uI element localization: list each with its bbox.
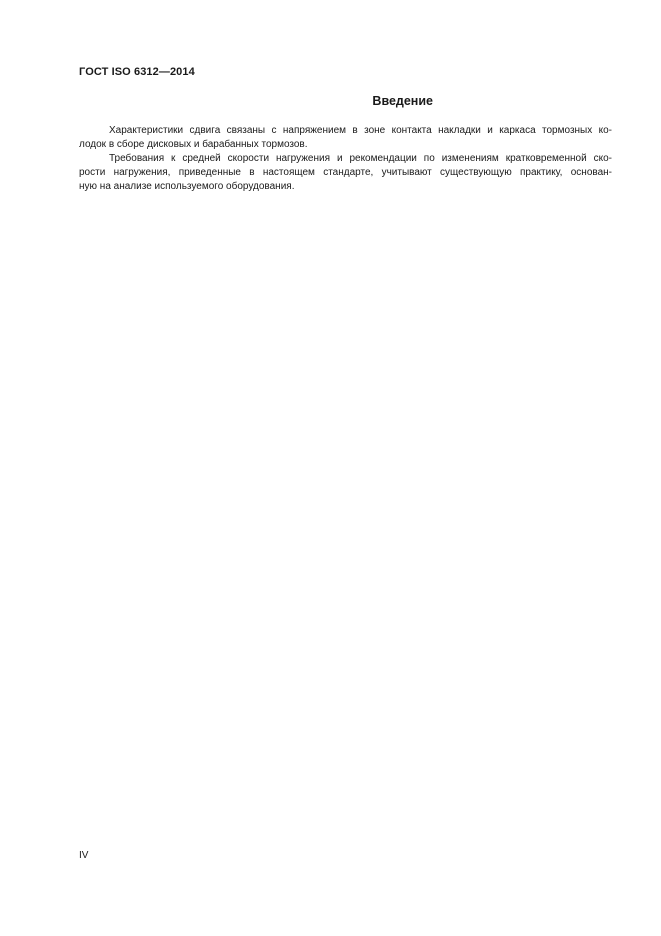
page-number: IV [79, 850, 89, 861]
paragraph-1-line-2: лодок в сборе дисковых и барабанных тормозов. [79, 139, 308, 150]
paragraph-2-line-1: Требования к средней скорости нагружения и рекомендации по изменениям кратковременной ско- [109, 153, 612, 164]
document-header-id: ГОСТ ISO 6312—2014 [79, 66, 195, 78]
section-title [79, 94, 614, 108]
body-text [79, 124, 612, 194]
paragraph-1-line-1: Характеристики сдвига связаны с напряжением в зоне контакта накладки и каркаса тормозных ко- [109, 125, 612, 136]
section-title-text: Введение [372, 94, 433, 108]
paragraph-2-line-2: рости нагружения, приведенные в настоящем стандарте, учитывают существующую практику, основан- [79, 167, 612, 178]
paragraph-2-line-3: ную на анализе используемого оборудования. [79, 181, 295, 192]
